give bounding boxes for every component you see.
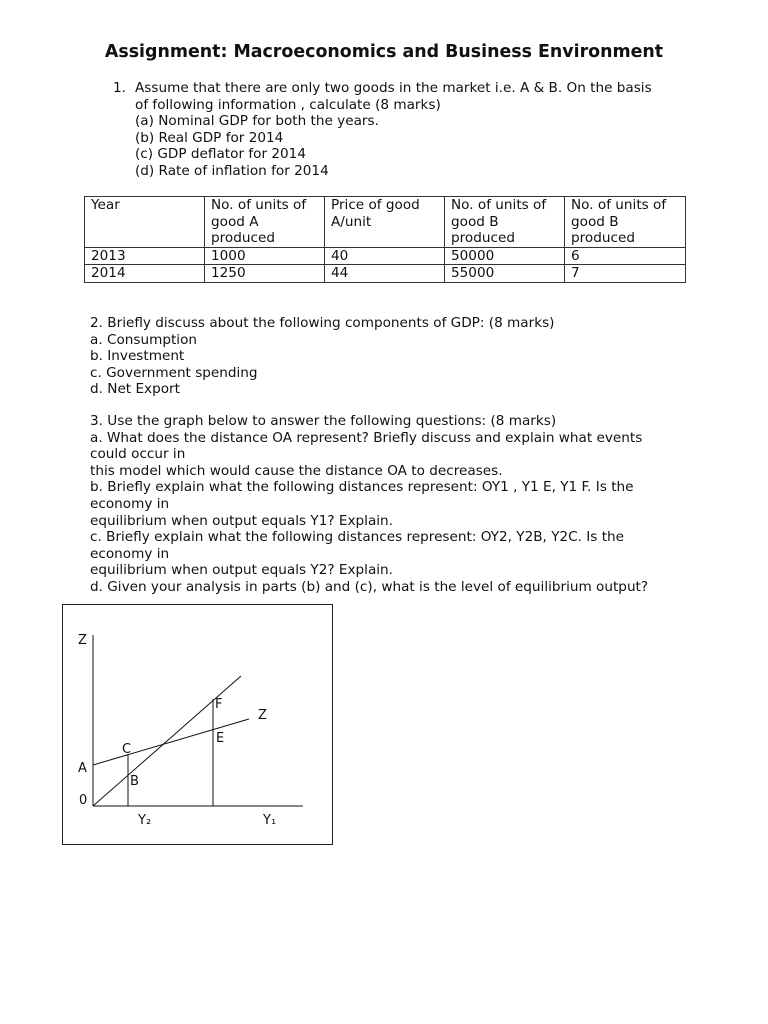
y1-axis-label: Y₁ bbox=[263, 813, 277, 828]
question-3-line: equilibrium when output equals Y1? Explain. bbox=[90, 512, 393, 529]
question-3-line: could occur in bbox=[90, 446, 186, 463]
keynesian-cross-graph bbox=[62, 604, 333, 845]
table-row bbox=[85, 265, 686, 283]
table-header-cell: No. of units of good B produced bbox=[445, 197, 565, 248]
table-cell: 2014 bbox=[85, 265, 205, 283]
point-e-label: E bbox=[216, 731, 225, 746]
question-3-line: a. What does the distance OA represent? Briefly discuss and explain what events bbox=[90, 429, 643, 446]
question-3-line: economy in bbox=[90, 545, 170, 562]
question-2-item-c: c. Government spending bbox=[90, 364, 258, 381]
y2-axis-label: Y₂ bbox=[138, 813, 152, 828]
question-2-heading: 2. Briefly discuss about the following components of GDP: (8 marks) bbox=[90, 315, 555, 331]
question-1-item-a: (a) Nominal GDP for both the years. bbox=[135, 113, 379, 130]
table-cell: 6 bbox=[565, 247, 686, 265]
question-1-item-c: (c) GDP deflator for 2014 bbox=[135, 146, 306, 163]
table-row bbox=[85, 247, 686, 265]
question-2-item-d: d. Net Export bbox=[90, 381, 180, 398]
question-3-line: equilibrium when output equals Y2? Explain. bbox=[90, 562, 393, 579]
point-f-label: F bbox=[215, 697, 223, 712]
question-3-heading: 3. Use the graph below to answer the following questions: (8 marks) bbox=[90, 413, 557, 429]
graph-svg bbox=[63, 605, 334, 846]
table-cell: 2013 bbox=[85, 247, 205, 265]
question-3-line: c. Briefly explain what the following distances represent: OY2, Y2B, Y2C. Is the bbox=[90, 529, 625, 546]
y-axis-label: Z bbox=[78, 633, 87, 648]
question-3-line: b. Briefly explain what the following distances represent: OY1 , Y1 E, Y1 F. Is the bbox=[90, 479, 634, 496]
table-header-cell: Year bbox=[85, 197, 205, 248]
table-cell: 44 bbox=[325, 265, 445, 283]
point-a-label: A bbox=[78, 761, 87, 776]
question-1 bbox=[113, 80, 693, 180]
table-cell: 7 bbox=[565, 265, 686, 283]
table-header-cell: Price of good A/unit bbox=[325, 197, 445, 248]
table-cell: 1250 bbox=[205, 265, 325, 283]
question-3-line: economy in bbox=[90, 495, 170, 512]
origin-label: 0 bbox=[79, 793, 88, 808]
z-line-label: Z bbox=[258, 708, 267, 723]
question-3-line: d. Given your analysis in parts (b) and (c), what is the level of equilibrium output? bbox=[90, 578, 649, 595]
question-1-line: of following information , calculate (8 marks) bbox=[135, 96, 441, 113]
table-header-row bbox=[85, 197, 686, 248]
page-title: Assignment: Macroeconomics and Business Environment bbox=[104, 42, 664, 62]
table-cell: 40 bbox=[325, 247, 445, 265]
table-cell: 50000 bbox=[445, 247, 565, 265]
table-cell: 1000 bbox=[205, 247, 325, 265]
question-2 bbox=[90, 315, 690, 398]
question-1-item-b: (b) Real GDP for 2014 bbox=[135, 129, 284, 146]
table-cell: 55000 bbox=[445, 265, 565, 283]
table-header-cell: No. of units of good A produced bbox=[205, 197, 325, 248]
question-2-item-b: b. Investment bbox=[90, 348, 185, 365]
question-2-item-a: a. Consumption bbox=[90, 331, 198, 348]
gdp-data-table bbox=[84, 196, 686, 283]
question-1-number: 1. bbox=[113, 80, 126, 96]
z-demand-line bbox=[93, 719, 249, 765]
question-3-line: this model which would cause the distance OA to decreases. bbox=[90, 462, 503, 479]
question-1-item-d: (d) Rate of inflation for 2014 bbox=[135, 162, 329, 179]
question-1-line: Assume that there are only two goods in the market i.e. A & B. On the basis bbox=[135, 80, 652, 96]
table-header-cell: No. of units of good B produced bbox=[565, 197, 686, 248]
point-b-label: B bbox=[130, 774, 139, 789]
question-3 bbox=[90, 413, 680, 596]
point-c-label: C bbox=[122, 742, 132, 757]
